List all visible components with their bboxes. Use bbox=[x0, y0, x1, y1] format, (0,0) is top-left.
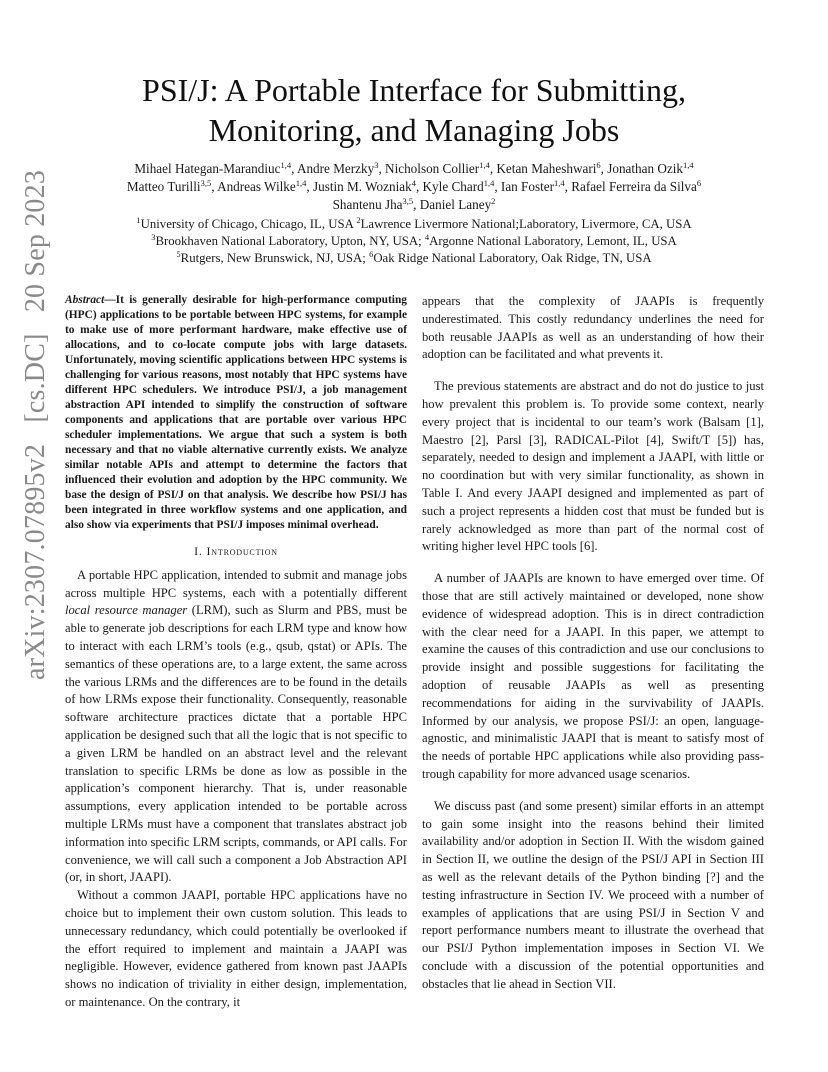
right-column bbox=[422, 293, 764, 993]
author-name: Andreas Wilke bbox=[217, 179, 296, 194]
author-affil-sup: 2 bbox=[491, 196, 496, 206]
section-heading-introduction: I. Introduction bbox=[194, 544, 278, 558]
author-sep: , bbox=[564, 179, 572, 194]
intro-paragraph-2: Without a common JAAPI, portable HPC applications have no choice but to implement their own custom solution. This leads to unnecessary redundancy, which could potentially be overlooked if the effort required to implement and maintain a JAAPI was negligible. However, evidence gathered from known past JAAPIs shows no indication of triviality in either design, implementation, or maintenance. On the contrary, it bbox=[65, 888, 407, 1009]
affiliation-text: Oak Ridge National Laboratory, Oak Ridge, TN, USA bbox=[373, 251, 652, 265]
author-name: Ian Foster bbox=[500, 179, 555, 194]
arxiv-identifier-stamp bbox=[20, 156, 52, 680]
author-sep: , bbox=[211, 179, 218, 194]
affiliation-text: Rutgers, New Brunswick, NJ, USA; bbox=[180, 251, 370, 265]
arxiv-date: 20 Sep 2023 bbox=[20, 169, 51, 313]
author-affil-sup: 4 bbox=[411, 178, 416, 188]
intro-paragraph-2-continued: appears that the complexity of JAAPIs is frequently underestimated. This costly redundancy underlines the need for both reusable JAAPIs as well as an understanding of how their adoption can be facilitated and what prevents it. bbox=[422, 294, 764, 362]
affiliation-line-2 bbox=[60, 233, 768, 250]
intro-paragraph-4: A number of JAAPIs are known to have emerged over time. Of those that are still actively maintained or developed, none show evidence of widespread adoption. This is in direct contradiction with the clear need for a JAAPI. In this paper, we attempt to examine the causes of this contradiction and use our conclusions to provide insight and possible suggestions for facilitating the adoption of reusable JAAPIs as well as presenting recommendations for aiding in the survivability of JAAPIs. Informed by our analysis, we propose PSI/J: an open, language-agnostic, and minimalistic JAAPI that is meant to satisfy most of the needs of portable HPC applications while also providing pass-trough capability for more advanced usage scenarios. bbox=[422, 571, 764, 781]
author-sep: , bbox=[378, 161, 386, 176]
author-line-2 bbox=[60, 178, 768, 196]
affiliation-text: Brookhaven National Laboratory, Upton, NY, USA; bbox=[155, 234, 425, 248]
affiliation-text: University of Chicago, Chicago, IL, USA bbox=[140, 217, 357, 231]
affiliation-line-3 bbox=[60, 250, 768, 267]
paper-title bbox=[80, 70, 748, 150]
author-line-3 bbox=[60, 196, 768, 214]
author-affil-sup: 1,4 bbox=[483, 178, 495, 188]
author-sep: , bbox=[415, 179, 423, 194]
author-sep: , bbox=[306, 179, 313, 194]
author-sep: , bbox=[489, 161, 497, 176]
paragraph-text: (LRM), such as Slurm and PBS, must be able to generate job descriptions for each LRM type and know how to interact with each LRM’s tools (e.g., qsub, qstat) or APIs. The semantics of these operations are, to a large extent, the same across the various LRMs and the differences are to be found in the details of how LRMs expose their functionality. Consequently, reasonable software architecture practices dictate that a portable HPC application be designed such that all the logic that is not specific to a given LRM be handled on an abstract level and the relevant translation to specific LRMs be done as low as possible in the application’s component hierarchy. That is, under reasonable assumptions, every application intended to be portable across multiple LRMs must have a component that translates abstract job information into specific LRM scripts, commands, or API calls. For convenience, we will call such a component a Job Abstraction API (or, in short, JAAPI). bbox=[65, 603, 408, 885]
author-affil-sup: 6 bbox=[696, 178, 702, 188]
affiliation-list bbox=[60, 216, 768, 267]
left-column bbox=[65, 293, 407, 1012]
abstract-label: Abstract bbox=[65, 294, 105, 306]
arxiv-category: [cs.DC] bbox=[20, 333, 51, 423]
author-affil-sup: 1,4 bbox=[280, 160, 292, 170]
author-affil-sup: 3,5 bbox=[200, 178, 212, 188]
abstract-text: —It is generally desirable for high-performance computing (HPC) applications to be portable between HPC systems, for example to make use of more performant hardware, make effective use of allocations, and to co-locate compute jobs with large datasets. Unfortunately, moving scientific applications between HPC systems is challenging for various reasons, most notably that HPC systems have different HPC schedulers. We introduce PSI/J, a job management abstraction API intended to simplify the construction of software components and applications that are portable over various HPC scheduler implementations. We argue that such a system is both necessary and that no viable alternative currently exists. We analyze similar notable APIs and attempt to determine the factors that influenced their evolution and adoption by the HPC community. We base the design of PSI/J on that analysis. We describe how PSI/J has been integrated in three workflow systems and one application, and also show via experiments that PSI/J imposes minimal overhead. bbox=[65, 294, 407, 531]
title-line-1: PSI/J: A Portable Interface for Submitting, bbox=[142, 72, 686, 108]
author-list bbox=[60, 160, 768, 214]
author-name: Mihael Hategan-Marandiuc bbox=[134, 161, 281, 176]
author-name: Daniel Laney bbox=[419, 197, 492, 212]
affiliation-sup: 6 bbox=[369, 249, 374, 259]
affiliation-text: Argonne National Laboratory, Lemont, IL, USA bbox=[429, 234, 677, 248]
author-name: Andre Merzky bbox=[296, 161, 375, 176]
author-sep: , bbox=[494, 179, 501, 194]
author-affil-sup: 1,4 bbox=[295, 178, 307, 188]
author-affil-sup: 3,5 bbox=[402, 196, 414, 206]
author-name: Kyle Chard bbox=[422, 179, 484, 194]
author-sep: , bbox=[291, 161, 297, 176]
author-name: Shantenu Jha bbox=[332, 197, 403, 212]
affiliation-text: Lawrence Livermore National;Laboratory, Livermore, CA, USA bbox=[360, 217, 692, 231]
intro-paragraph-3: The previous statements are abstract and do not do justice to just how prevalent this problem is. To provide some context, nearly every project that is incidental to our team’s work (Balsam [1], Maestro [2], Parsl [3], RADICAL-Pilot [4], Swift/T [5]) has, separately, needed to design and implement a JAAPI, with little or no coordination but with very similar functionality, as shown in Table I. And every JAAPI designed and implemented as part of such a project represents a hidden cost that must be funded but is rarely acknowledged as more than part of the normal cost of writing higher level HPC tools [6]. bbox=[422, 379, 764, 554]
emphasis-text: local resource manager bbox=[65, 603, 188, 618]
abstract bbox=[65, 293, 407, 533]
author-name: Matteo Turilli bbox=[126, 179, 201, 194]
affiliation-sup: 5 bbox=[176, 249, 181, 259]
author-affil-sup: 6 bbox=[596, 160, 601, 170]
author-name: Ketan Maheshwari bbox=[496, 161, 597, 176]
author-line-1 bbox=[60, 160, 768, 178]
paragraph-text: A portable HPC application, intended to submit and manage jobs across multiple HPC systems, each with a potentially different bbox=[65, 567, 407, 600]
affiliation-sup: 1 bbox=[136, 215, 141, 225]
author-name: Rafael Ferreira da Silva bbox=[571, 179, 697, 194]
intro-paragraph-1 bbox=[65, 567, 407, 887]
intro-paragraph-5: We discuss past (and some present) similar efforts in an attempt to gain some insight into the reasons behind their limited availability and/or adoption in Section II. With the wisdom gained in Section II, we outline the design of the PSI/J API in Section III as well as the relevant details of the Python binding [?] and the testing infrastructure in Section IV. We proceed with a number of examples of applications that are using PSI/J in Section V and report performance numbers meant to illustrate the overhead that our PSI/J Python implementation imposes in Section VI. We conclude with a discussion of the potential opportunities and obstacles that lie ahead in Section VII. bbox=[422, 798, 764, 991]
author-sep: , bbox=[413, 197, 420, 212]
author-affil-sup: 1,4 bbox=[479, 160, 490, 170]
author-affil-sup: 1,4 bbox=[554, 178, 565, 188]
affiliation-sup: 3 bbox=[151, 232, 156, 242]
affiliation-sup: 2 bbox=[356, 215, 361, 225]
author-sep: , bbox=[600, 161, 608, 176]
arxiv-id: arXiv:2307.07895v2 bbox=[20, 443, 51, 680]
author-name: Nicholson Collier bbox=[385, 161, 480, 176]
affiliation-line-1 bbox=[60, 216, 768, 233]
title-line-2: Monitoring, and Managing Jobs bbox=[208, 112, 620, 148]
author-affil-sup: 3 bbox=[374, 160, 379, 170]
author-name: Jonathan Ozik bbox=[607, 161, 684, 176]
author-affil-sup: 1,4 bbox=[683, 160, 694, 170]
author-name: Justin M. Wozniak bbox=[312, 179, 412, 194]
affiliation-sup: 4 bbox=[424, 232, 430, 242]
